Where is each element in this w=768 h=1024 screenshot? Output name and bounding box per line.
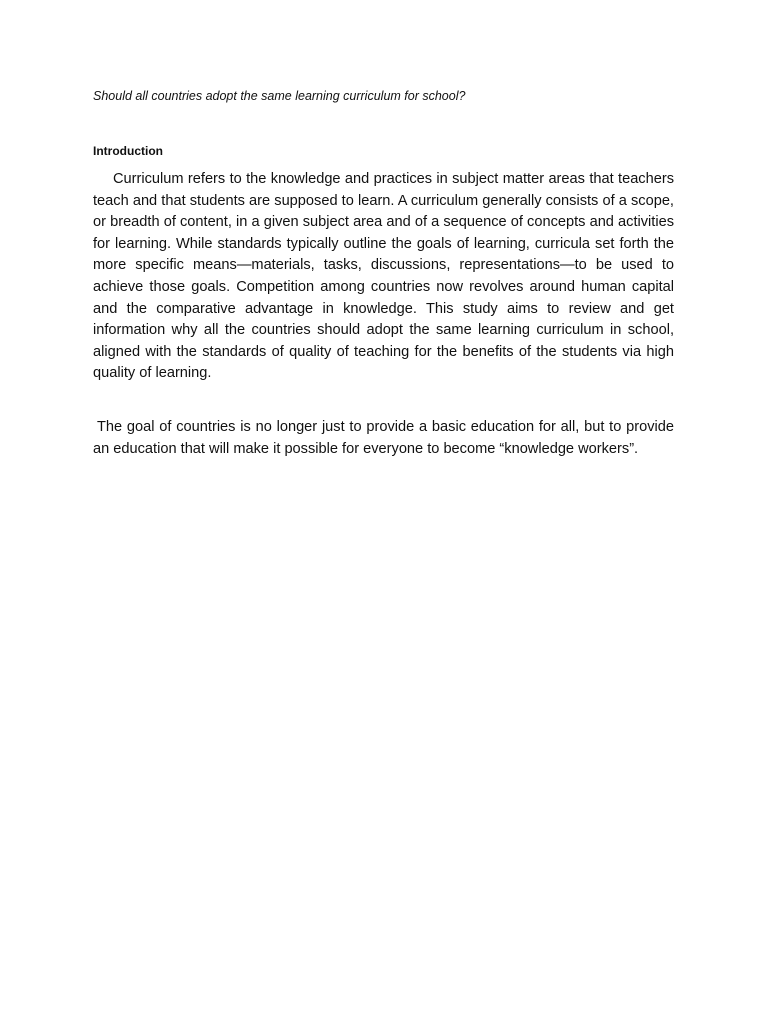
intro-paragraph-1: Curriculum refers to the knowledge and practices in subject matter areas that teachers teach and that students are supposed to learn. A curriculum generally consists of a scope, or breadth of content, in a given subject area and of a sequence of concepts and activities for learning. While standards typically outline the goals of learning, curricula set forth the more specific means—materials, tasks, discussions, representations—to be used to achieve those goals. Competition among countries now revolves around human capital and the comparative advantage in knowledge. This study aims to review and get information why all the countries should adopt the same learning curriculum in school, aligned with the standards of quality of teaching for the benefits of the students via high quality of learning. <box>93 171 674 382</box>
intro-paragraph-2: The goal of countries is no longer just to provide a basic education for all, but to provide an education that will make it possible for everyone to become “knowledge workers”. <box>93 419 674 457</box>
document-title: Should all countries adopt the same learning curriculum for school? <box>93 89 466 103</box>
section-heading-introduction: Introduction <box>93 144 163 158</box>
